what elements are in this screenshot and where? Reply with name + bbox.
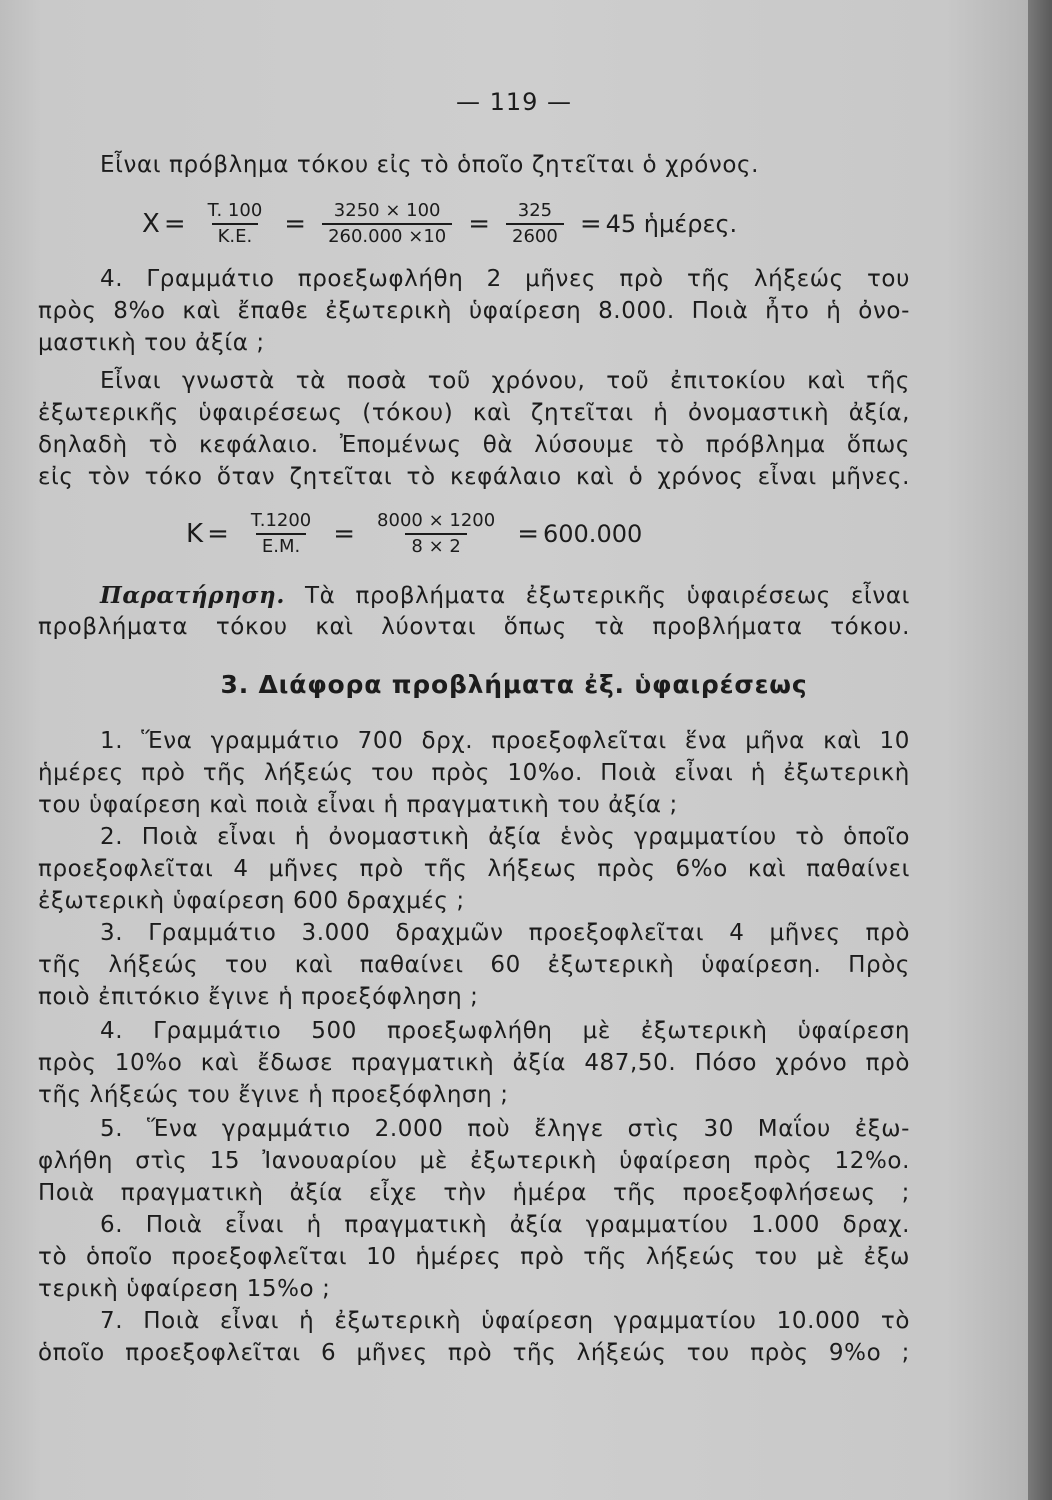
formula-capital (186, 510, 642, 558)
fraction-numerator: 325 (517, 200, 553, 221)
problem-line: πρὸς 10%ο καὶ ἔδωσε πραγματικὴ ἀξία 487,50. Πόσο χρόνο πρὸ (38, 1050, 910, 1076)
problem-line: τῆς λήξεώς του καὶ παθαίνει 60 ἐξωτερικὴ ὑφαίρεση. Πρὸς (38, 952, 910, 978)
page-number: — 119 — (455, 88, 573, 116)
problem-line: ἡμέρες πρὸ τῆς λήξεώς του πρὸς 10%ο. Ποιὰ εἶναι ἡ ἐξωτερικὴ (38, 760, 910, 786)
problem-line: Ποιὰ πραγματικὴ ἀξία εἶχε τὴν ἡμέρα τῆς προεξοφλήσεως ; (38, 1180, 910, 1206)
problem-line: 6. Ποιὰ εἶναι ἡ πραγματικὴ ἀξία γραμματίου 1.000 δραχ. (100, 1212, 910, 1238)
equals-sign: = (468, 209, 491, 239)
fraction-denominator: 2600 (506, 223, 564, 248)
problem4-line: 4. Γραμμάτιο προεξωφλήθη 2 μῆνες πρὸ τῆς λήξεώς του (100, 266, 910, 292)
fraction (245, 510, 317, 558)
explanation-line: δηλαδὴ τὸ κεφάλαιο. Ἐπομένως θὰ λύσουμε τὸ πρόβλημα ὅπως (38, 432, 910, 458)
problem4-line: μαστικὴ του ἀξία ; (38, 330, 265, 356)
note-line (100, 580, 910, 612)
problem-line: τῆς λήξεώς του ἔγινε ἡ προεξόφληση ; (38, 1082, 509, 1108)
problem-line: ἐξωτερικὴ ὑφαίρεση 600 δραχμές ; (38, 888, 465, 914)
formula-lhs: X (142, 209, 160, 239)
explanation-line: εἰς τὸν τόκο ὅταν ζητεῖται τὸ κεφάλαιο καὶ ὁ χρόνος εἶναι μῆνες. (38, 464, 910, 490)
fraction (506, 200, 564, 248)
problem-line: ὁποῖο προεξοφλεῖται 6 μῆνες πρὸ τῆς λήξεώς του πρὸς 9%ο ; (38, 1340, 910, 1366)
fraction-numerator: 8000 × 1200 (377, 510, 496, 531)
page-edge-shadow (1028, 0, 1052, 1500)
note-label: Παρατήρηση. (100, 582, 285, 609)
problem-line: 7. Ποιὰ εἶναι ἡ ἐξωτερικὴ ὑφαίρεση γραμματίου 10.000 τὸ (100, 1308, 910, 1334)
fraction (322, 200, 452, 248)
fraction (202, 200, 269, 248)
formula-time (142, 200, 737, 248)
formula-result: 600.000 (543, 520, 643, 548)
equals-sign: = (579, 209, 602, 239)
formula-lhs: K (186, 519, 204, 549)
problem-line: του ὑφαίρεση καὶ ποιὰ εἶναι ἡ πραγματικὴ του ἀξία ; (38, 792, 678, 818)
equals-sign: = (333, 519, 356, 549)
fraction-numerator: T. 100 (207, 200, 263, 221)
problem-line: 4. Γραμμάτιο 500 προεξωφλήθη μὲ ἐξωτερικὴ ὑφαίρεση (100, 1018, 910, 1044)
fraction (371, 510, 501, 558)
note-text: Τὰ προβλήματα ἐξωτερικῆς ὑφαιρέσεως εἶναι (305, 583, 910, 609)
problem-line: 3. Γραμμάτιο 3.000 δραχμῶν προεξοφλεῖται 4 μῆνες πρὸ (100, 920, 910, 946)
note-line: προβλήματα τόκου καὶ λύονται ὅπως τὰ προβλήματα τόκου. (38, 614, 910, 640)
fraction-numerator: 3250 × 100 (333, 200, 441, 221)
intro-line: Εἶναι πρόβλημα τόκου εἰς τὸ ὁποῖο ζητεῖται ὁ χρόνος. (100, 152, 760, 178)
section-heading: 3. Διάφορα προβλήματα ἐξ. ὑφαιρέσεως (220, 670, 808, 699)
problem-line: 1. Ἕνα γραμμάτιο 700 δρχ. προεξοφλεῖται ἕνα μῆνα καὶ 10 (100, 728, 910, 754)
fraction-denominator: E.M. (256, 533, 306, 558)
problem-line: φλήθη στὶς 15 Ἰανουαρίου μὲ ἐξωτερικὴ ὑφαίρεση πρὸς 12%ο. (38, 1148, 910, 1174)
equals-sign: = (284, 209, 307, 239)
fraction-denominator: 8 × 2 (405, 533, 466, 558)
problem-line: ποιὸ ἐπιτόκιο ἔγινε ἡ προεξόφληση ; (38, 984, 479, 1010)
problem-line: προεξοφλεῖται 4 μῆνες πρὸ τῆς λήξεως πρὸς 6%ο καὶ παθαίνει (38, 856, 910, 882)
equals-sign: = (517, 519, 539, 549)
explanation-line: Εἶναι γνωστὰ τὰ ποσὰ τοῦ χρόνου, τοῦ ἐπιτοκίου καὶ τῆς (100, 368, 910, 394)
explanation-line: ἐξωτερικῆς ὑφαιρέσεως (τόκου) καὶ ζητεῖται ἡ ὀνομαστικὴ ἀξία, (38, 400, 910, 426)
problem-line: τερικὴ ὑφαίρεση 15%ο ; (38, 1276, 331, 1302)
fraction-denominator: K.E. (212, 223, 259, 248)
problem-line: 5. Ἕνα γραμμάτιο 2.000 ποὺ ἔληγε στὶς 30 Μαΐου ἐξω- (100, 1116, 910, 1142)
fraction-numerator: T.1200 (250, 510, 312, 531)
formula-result: 45 ἡμέρες. (605, 210, 738, 238)
equals-sign: = (207, 519, 229, 549)
problem-line: 2. Ποιὰ εἶναι ἡ ὀνομαστικὴ ἀξία ἑνὸς γραμματίου τὸ ὁποῖο (100, 824, 910, 850)
problem-line: τὸ ὁποῖο προεξοφλεῖται 10 ἡμέρες πρὸ τῆς λήξεώς του μὲ ἐξω (38, 1244, 910, 1270)
problem4-line: πρὸς 8%ο καὶ ἔπαθε ἐξωτερικὴ ὑφαίρεση 8.000. Ποιὰ ἦτο ἡ ὀνο- (38, 298, 910, 324)
fraction-denominator: 260.000 ×10 (322, 223, 452, 248)
equals-sign: = (163, 209, 186, 239)
